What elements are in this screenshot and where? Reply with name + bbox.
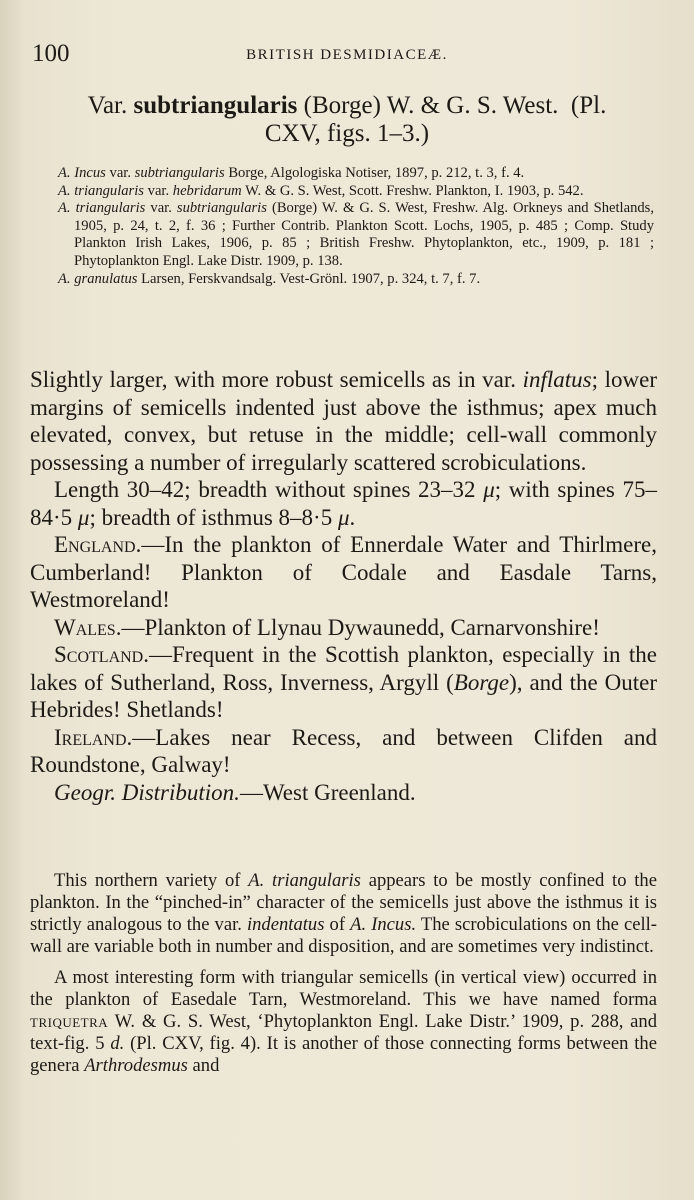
taxon-name: subtriangularis (133, 92, 298, 119)
distribution-ireland: Ireland.—Lakes near Recess, and between Clifden and Roundstone, Galway! (30, 724, 657, 777)
synonymy-list (58, 165, 654, 288)
description-block (30, 366, 657, 806)
synonym-entry: A. Incus var. subtriangularis Borge, Algologiska Notiser, 1897, p. 212, t. 3, f. 4. (58, 165, 525, 181)
taxon-rank: Var. (87, 92, 128, 119)
synonym-entry: A. granulatus Larsen, Ferskvandsalg. Vest-Grönl. 1907, p. 324, t. 7, f. 7. (58, 270, 481, 287)
description-paragraph: Slightly larger, with more robust semicells as in var. inflatus; lower margins of semicells indented just above the isthmus; apex much elevated, convex, but retuse in the middle; cell-wall commonly possessing a number of irregularly scattered scrobiculations. (30, 367, 658, 475)
commentary-paragraph: A most interesting form with triangular semicells (in vertical view) occurred in the plankton of Easedale Tarn, Westmoreland. This we have named forma triquetra W. & G. S. West, ‘Phytoplankton Engl. Lake Distr.’ 1909, p. 288, and text-fig. 5 d. (Pl. CXV, fig. 4). It is another of those connecting forms between the genera Arthrodesmus and (30, 967, 658, 1076)
commentary-paragraph: This northern variety of A. triangularis appears to be mostly confined to the plankton. In the “pinched-in” character of the semicells just above the isthmus it is strictly analogous to the var. indentatus of A. Incus. The scrobiculations on the cell-wall are variable both in number and disposition, and are sometimes very indistinct. (30, 870, 657, 957)
distribution-wales: Wales.—Plankton of Llynau Dywaunedd, Carnarvonshire! (54, 614, 600, 640)
plate-reference-figs: CXV, figs. 1–3.) (264, 120, 430, 147)
taxon-heading (30, 92, 664, 148)
geographic-distribution: Geogr. Distribution.—West Greenland. (54, 779, 416, 805)
synonym-entry: A. triangularis var. hebridarum W. & G. S. West, Scott. Freshw. Plankton, I. 1903, p. 542. (58, 182, 584, 199)
plate-reference: (Pl. (570, 92, 607, 119)
page-header (30, 40, 664, 70)
page-number: 100 (32, 40, 70, 67)
commentary-block (30, 870, 657, 1086)
distribution-england: England.—In the plankton of Ennerdale Water and Thirlmere, Cumberland! Plankton of Codale and Easdale Tarns, Westmoreland! (30, 532, 657, 612)
distribution-scotland: Scotland.—Frequent in the Scottish plankton, especially in the lakes of Sutherland, Ross, Inverness, Argyll (Borge), and the Outer Hebrides! Shetlands! (30, 642, 658, 722)
running-head: BRITISH DESMIDIACEÆ. (246, 47, 448, 63)
dimensions-paragraph: Length 30–42; breadth without spines 23–32 μ; with spines 75–84·5 μ; breadth of isthmus 8–8·5 μ. (30, 477, 658, 530)
taxon-authority: (Borge) W. & G. S. West. (303, 92, 559, 119)
synonym-entry: A. triangularis var. subtriangularis (Borge) W. & G. S. West, Freshw. Alg. Orkneys and Shetlands, 1905, p. 24, t. 2, f. 36 ; Further Contrib. Plankton Scott. Lochs, 1905, p. 485 ; Comp. Study Plankton Irish Lakes, 1906, p. 85 ; British Freshw. Phytoplankton, etc., 1909, p. 181 ; Phytoplankton Engl. Lake Distr. 1909, p. 138. (58, 200, 654, 269)
